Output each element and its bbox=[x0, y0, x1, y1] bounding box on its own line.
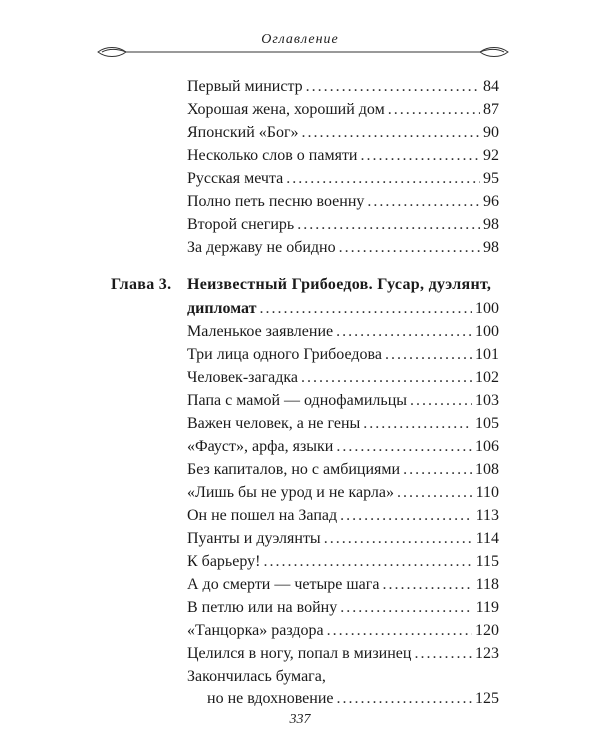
toc-entry: Маленькое заявление . . . 100 bbox=[187, 321, 499, 343]
toc-entry-line1: Закончилась бумага, bbox=[187, 668, 326, 685]
chapter-label: Глава 3. bbox=[111, 276, 172, 293]
toc-entry: Несколько слов о памяти . . . 92 bbox=[187, 145, 499, 167]
toc-entry: Человек-загадка . . . 102 bbox=[187, 367, 499, 389]
toc-entry: Второй снегирь . . . 98 bbox=[187, 214, 499, 236]
toc-entry: «Лишь бы не урод и не карла» . . . 110 bbox=[187, 482, 499, 504]
toc-entry: Важен человек, а не гены . . . 105 bbox=[187, 413, 499, 435]
toc-entry: Пуанты и дуэлянты . . . 114 bbox=[187, 528, 499, 550]
toc-entry: Хорошая жена, хороший дом . . . 87 bbox=[187, 99, 499, 121]
toc-entry: «Танцорка» раздора . . . 120 bbox=[187, 620, 499, 642]
toc-entry: но не вдохновение . . . 125 bbox=[207, 688, 499, 710]
toc-entry: Японский «Бог» . . . 90 bbox=[187, 122, 499, 144]
toc-entry: Он не пошел на Запад . . . 113 bbox=[187, 505, 499, 527]
toc-entry: Первый министр . . . 84 bbox=[187, 76, 499, 98]
chapter-title-line1: Неизвестный Грибоедов. Гусар, дуэлянт, bbox=[187, 276, 492, 293]
toc-entry: А до смерти — четыре шага . . . 118 bbox=[187, 574, 499, 596]
toc-entry: Без капиталов, но с амбициями . . . 108 bbox=[187, 459, 499, 481]
chapter-title-entry: дипломат . . . 100 bbox=[187, 298, 499, 320]
running-header: Оглавление bbox=[261, 32, 339, 47]
toc-entry: В петлю или на войну . . . 119 bbox=[187, 597, 499, 619]
header-ornament bbox=[96, 44, 510, 60]
toc-entry: За державу не обидно . . . 98 bbox=[187, 237, 499, 259]
toc-entry: «Фауст», арфа, языки . . . 106 bbox=[187, 436, 499, 458]
toc-entry: Русская мечта . . . 95 bbox=[187, 168, 499, 190]
toc-entry: Папа с мамой — однофамильцы . . . 103 bbox=[187, 390, 499, 412]
toc-entry: К барьеру! . . . 115 bbox=[187, 551, 499, 573]
page-number: 337 bbox=[289, 712, 311, 727]
toc-entry: Полно петь песню военну . . . 96 bbox=[187, 191, 499, 213]
toc-entry: Три лица одного Грибоедова . . . 101 bbox=[187, 344, 499, 366]
toc-entry: Целился в ногу, попал в мизинец . . . 123 bbox=[187, 643, 499, 665]
